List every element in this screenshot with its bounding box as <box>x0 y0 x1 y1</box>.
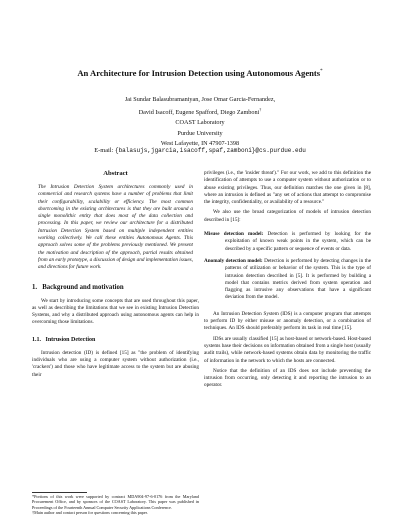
left-column <box>32 170 199 379</box>
author-line-1: Jai Sundar Balasubramaniyan, Jose Omar Garcia-Fernandez, <box>124 96 276 103</box>
definition-anomaly-term: Anomaly detection model: <box>204 257 263 264</box>
section-1-heading: 1. Background and motivation <box>32 283 124 291</box>
definition-anomaly-body: Detection is performed by detecting changes in the patterns of utilization or behavior of the system. This is the type of intrusion detection described in [5]. It is performed by building a model that contains metrics derived from system operation and flagging as intrusive any observations that have a significant deviation from the model. <box>225 257 372 301</box>
definition-anomaly <box>204 258 371 302</box>
email-line <box>0 147 400 154</box>
right-paragraph-5: Notice that the definition of an IDS does not include preventing the intrusion from occurring, only detecting it and reporting the intrusion to an operator. <box>204 367 371 389</box>
author-line-2 <box>0 105 400 118</box>
abstract-text: The Intrusion Detection System architectures commonly used in commercial and research systems have a number of problems that limit their configurability, scalability or efficiency. The most common shortcoming in the existing architectures is that they are built around a single monolithic entity that does most of the data collection and processing. In this paper, we review our architecture for a distributed Intrusion Detection System based on multiple independent entities working collectively. We call these entities Autonomous Agents. This approach solves some of the problems previously mentioned. We present the motivation and description of the approach, partial results obtained from an early prototype, a discussion of design and implementation issues, and directions for future work. <box>38 184 193 271</box>
email-label: E-mail: <box>94 147 114 154</box>
definition-misuse-body: Detection is performed by looking for the exploitation of known weak points in the system, which can be described by a specific pattern or sequence of events or data. <box>225 231 371 252</box>
footnote-1: *Portions of this work were supported by contract MDA904-97-6-0176 from the Maryland Procurement Office, and by sponsors of the COAST Laboratory. This paper was published in Proceedings of the Fourteenth Annual Computer Security Applications Conference. <box>32 494 199 510</box>
affiliation-address: West Lafayette, IN 47907-1398 <box>160 139 240 147</box>
footnote-rule <box>32 492 87 493</box>
section-1-paragraph: We start by introducing some concepts that are used throughout this paper, as well as describing the limitations that we see in existing Intrusion Detection Systems, and why a distributed approach using autonomous agents can help in overcoming those limitations. <box>32 297 199 326</box>
affiliation-university: Purdue University <box>177 129 223 137</box>
title-footnote-mark: * <box>320 69 323 75</box>
author-names: David Isacoff, Eugene Spafford, Diego Zamboni <box>138 109 260 117</box>
abstract-heading: Abstract <box>103 170 128 177</box>
affiliation-lab: COAST Laboratory <box>175 119 225 127</box>
definition-misuse <box>204 231 371 253</box>
right-paragraph-1: privileges (i.e., the 'insider threat')." For our work, we add to this definition the identification of attempts to use a computer system without authorization or to abuse existing privileges. Thus, our definition matches the one given in [8], where an intrusion is defined as "any set of actions that attempt to compromise the integrity, confidentiality, or availability of a resource." <box>204 170 371 206</box>
author-block <box>0 95 400 149</box>
right-paragraph-3: An Intrusion Detection System (IDS) is a computer program that attempts to perform ID by either misuse or anomaly detection, or a combination of techniques. An IDS should preferably perform its task in real time [15]. <box>204 310 371 332</box>
title-text: An Architecture for Intrusion Detection using Autonomous Agents <box>77 68 321 78</box>
right-paragraph-4: IDSs are usually classified [15] as host-based or network-based. Host-based systems base their decisions on information obtained from a single host (usually audit trails), while network-based systems obtain data by monitoring the traffic of information in the network to which the hosts are connected. <box>204 335 371 364</box>
author-footnote-mark: † <box>259 107 262 113</box>
footnotes <box>32 494 199 516</box>
right-paragraph-2: We also use the broad categorization of models of intrusion detection described in [15]: <box>204 209 371 223</box>
subsection-1-1-paragraph: Intrusion detection (ID) is defined [15] as "the problem of identifying individuals who are using a computer system without authorization (i.e., 'crackers') and those who have legitimate access to the system but are abusing their <box>32 349 199 378</box>
paper-title <box>0 68 400 78</box>
email-addresses: {balasujs,jgarcia,isacoff,spaf,zamboni}@cs.purdue.edu <box>114 147 306 154</box>
definition-misuse-term: Misuse detection model: <box>204 231 264 238</box>
right-column <box>204 170 371 390</box>
subsection-1-1-heading: 1.1. Intrusion Detection <box>32 336 96 343</box>
footnote-2: †Main author and contact person for questions concerning this paper. <box>32 510 148 516</box>
